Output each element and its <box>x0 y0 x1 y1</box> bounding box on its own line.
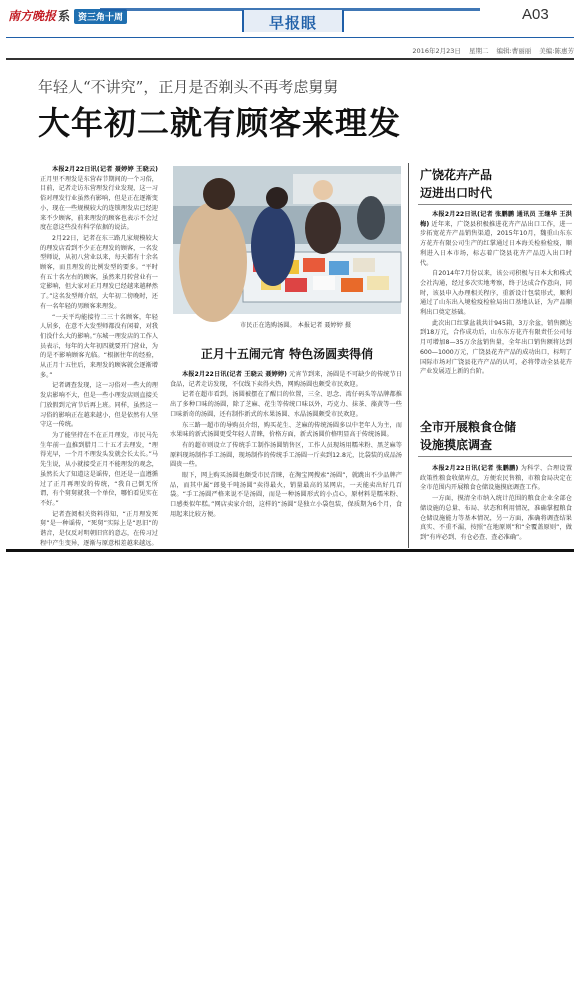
main-paragraph: 记者调查发现，这一习俗对一些大的理发店影响不大，但是一些小理发店则直接关门放假到元宵节后再上班。同样，虽然这一习俗的影响正在越来越小，但是依然有人坚守这一传统。 <box>40 382 158 429</box>
subheadline: 正月十五闹元宵 特色汤圆卖得俏 <box>200 347 374 361</box>
sub-paragraph: 元宵节到来，汤圆是不可缺少的传统节日食品，记者走访发现，不仅线下卖得火热，网购汤圆也颇受市民欢迎。 <box>170 371 402 388</box>
side-story-1-title-line1: 广饶花卉产品 <box>420 168 493 182</box>
sub-byline: 本报2月22日讯(记者 王晓云 聂婷婷) <box>182 371 287 378</box>
main-byline: 本报2月22日讯(记者 聂婷婷 王晓云) <box>52 166 158 173</box>
brand-suffix: 系 <box>58 9 71 23</box>
side-story-1-paragraph: 近年来，广饶县积极推进花卉产品出口工作，进一步拓宽花卉产品销售渠道，2015年10月，魏重山东东方花卉有限公司生产的红掌通过日本海关检验检疫，顺利进入日本市场，标志着广饶县花卉产品迈入出口时代。 <box>420 220 573 267</box>
editor: 编辑:曹丽丽 <box>496 47 532 55</box>
news-photo <box>173 166 401 314</box>
sub-article-column <box>170 370 402 542</box>
main-kicker: 年轻人“不讲究”，正月是否剃头不再考虑舅舅 <box>38 78 339 96</box>
section-title: 早报眼 <box>268 14 317 32</box>
section-tag: 资三角十周 <box>74 9 127 24</box>
sub-paragraph: 眼下，网上购买汤圆也颇受市民青睐，在淘宝网搜索“汤圆”，就跳出不少品牌产品，而其中属“郎曼千吨汤圆”卖得最火，销量最高的某网店，一天能卖出好几百袋。“手工汤圆严格来说不是汤圆，而是一种汤圆形式的小点心，原材料是糯米粉、口感类似年糕。”网店卖家介绍，这样的“汤圆”是独立小袋包装，保质期为6个月，食用起来比较方便。 <box>170 472 402 518</box>
page-bottom-rule <box>6 549 574 552</box>
designer: 美编:陈惠芳 <box>539 47 574 55</box>
side-story-2-title-line2: 设施摸底调查 <box>420 438 493 452</box>
weekday: 星期二 <box>468 47 489 55</box>
sub-paragraph: 东三路一超市的导购员介绍，购买花生、芝麻的传统汤圆多以中老年人为主，而水果味的新式汤圆更受年轻人青睐，价格方面，新式汤圆价格明显高于传统汤圆。 <box>170 421 402 439</box>
side-story-2-paragraph: 一方面，摸清全市纳入统计范围的粮食企业全部仓储设施的总量、布局、状态和利用情况，准确掌握粮食仓储设施能力等基本情况，另一方面，准确将调查结果真实、不重不漏，按照“在地原则”和“全覆盖原则”，做到“有库必到、有仓必查、查必准确”。 <box>420 495 572 541</box>
main-paragraph: 为了能坚持在不在正月理发，市民马先生年前一直推到腊月二十五才去理发，“理得光早，一个月不理发头发就会长太长。”马先生说，从小就接受正月不能理发的观念，虽然长大了知道这是谣传，但还是一直遵循过了正月再理发的传统，“我自己倒无所谓，有个舅舅就我一个单位，哪怕看见实在不好。” <box>40 431 158 507</box>
main-paragraph: 正月里不理发是东营春节期间的一个习俗，目前，记者走访东营理发行业发现，这一习俗对理发行业虽然有影响，但是正在逐渐变小，现在一些规模较大的连锁理发店已经迎来不少顾客，前来理发的顾客也表示不会过度在意这些没有科学依据的说法。 <box>40 175 158 232</box>
side-story-1-byline: 本报2月22日讯(记者 张鹏鹏 通讯员 王继华 王洪梅) <box>420 211 572 228</box>
side-story-1-paragraph: 自2014年7月份以来，该公司积极与日本大和株式会社沟通，经过多次实地考察，终于达成合作意向，同时，该县申入办理相关程序，重新设计包装形式，顺利通过了山东出入境检疫检验局出口基地认证，为产品顺利出口奠定基础。 <box>420 270 572 317</box>
column-divider <box>408 163 409 548</box>
masthead-rule <box>6 37 574 38</box>
main-paragraph: 2月22日，记者在东三路几家规模较大的理发店看到不少正在理发的顾客，一名发型师说，从初八营业以来，每天都有十余名顾客，而且理发的比例发型的要多。“平时有五十名左右的顾客，虽然来月转营业有一定影响，但大家对正月理发已经越来越释然了。”这名发型师介绍，大年初二傍晚时，还有一名年轻的男顾客来理发。 <box>40 234 158 310</box>
supermarket-photo-illustration <box>173 166 401 314</box>
side-story-2-paragraph: 为科学、合理设置政策性粮食收储库点，方便农民售粮，市粮食局决定在全市范围内开展粮食仓储设施摸底调查工作。 <box>420 465 573 492</box>
side-story-2-body <box>420 464 572 544</box>
side-story-1-body <box>420 210 572 404</box>
side-story-2-rule <box>418 456 572 457</box>
page-number: A03 <box>522 6 549 23</box>
date: 2016年2月23日 <box>412 47 461 55</box>
side-story-1-title-line2: 迈进出口时代 <box>420 186 493 200</box>
side-story-2-byline: 本报2月22日讯(记者 张鹏鹏) <box>432 465 519 472</box>
side-story-2-title-line1: 全市开展粮食仓储 <box>420 420 517 434</box>
side-story-1-paragraph: 此次出口红掌盆栽共计945箱，3万余盆，销售额达到18万元，合作成功后，山东东方花卉有限责任公司每月可增加8—35万余盆销售量，全年出口销售额将达到600—1000万元，广饶县花卉产品的成功出口，标明了国际市场对广饶县花卉产品的认可，必将带动全县花卉产业发展迈上新的台阶。 <box>420 319 572 376</box>
sub-paragraph: 记者在超市看到，汤圆被摆在了醒目的位置，三全、思念、湾仔码头等品牌都推出了多种口味的汤圆，除了芝麻、花生等传统口味以外，巧克力、抹茶、藻黄等一些口味新奇的汤圆，还有制作新式的水果汤圆、水晶汤圆颇受市民欢迎。 <box>170 391 402 418</box>
sub-paragraph: 有的超市则设立了传统手工制作汤圆销售区，工作人员现场用糯米粉、黑芝麻等原料现场制作手工汤圆，现场制作的传统手工汤圆一斤卖到12.8元，比袋装的成品汤圆贵一些。 <box>170 441 402 469</box>
side-story-2-title <box>420 418 516 454</box>
dateline <box>330 46 574 55</box>
header-divider <box>6 58 574 60</box>
main-article-column <box>40 165 158 547</box>
photo-caption: 市民正在选购汤圆。 本报记者 聂婷婷 摄 <box>240 322 352 329</box>
main-paragraph: 记者查阅相关资料得知，“正月理发死舅”是一种谣传，“死舅”实际上是“思旧”的谐音，是仅反对明朝旧官的意志，在传习过程中产生变异，逐渐与原意相差越来越远。 <box>40 510 158 547</box>
main-headline: 大年初二就有顾客来理发 <box>38 104 402 142</box>
main-paragraph: “一天平均能接待二三十名顾客，年轻人居多，在意不大发型师都没有闲着，对我们没什么大的影响。”东城一理发店的工作人员表示，每年的大年初四就要开门营业，为的是不影响顾客光临。“根据往年的经验，从正月十五往后，来理发的顾客就会逐渐增多。” <box>40 313 158 379</box>
brand-name: 南方晚报 <box>8 9 57 23</box>
side-story-1-rule <box>418 204 572 205</box>
side-story-1-title <box>420 166 492 202</box>
